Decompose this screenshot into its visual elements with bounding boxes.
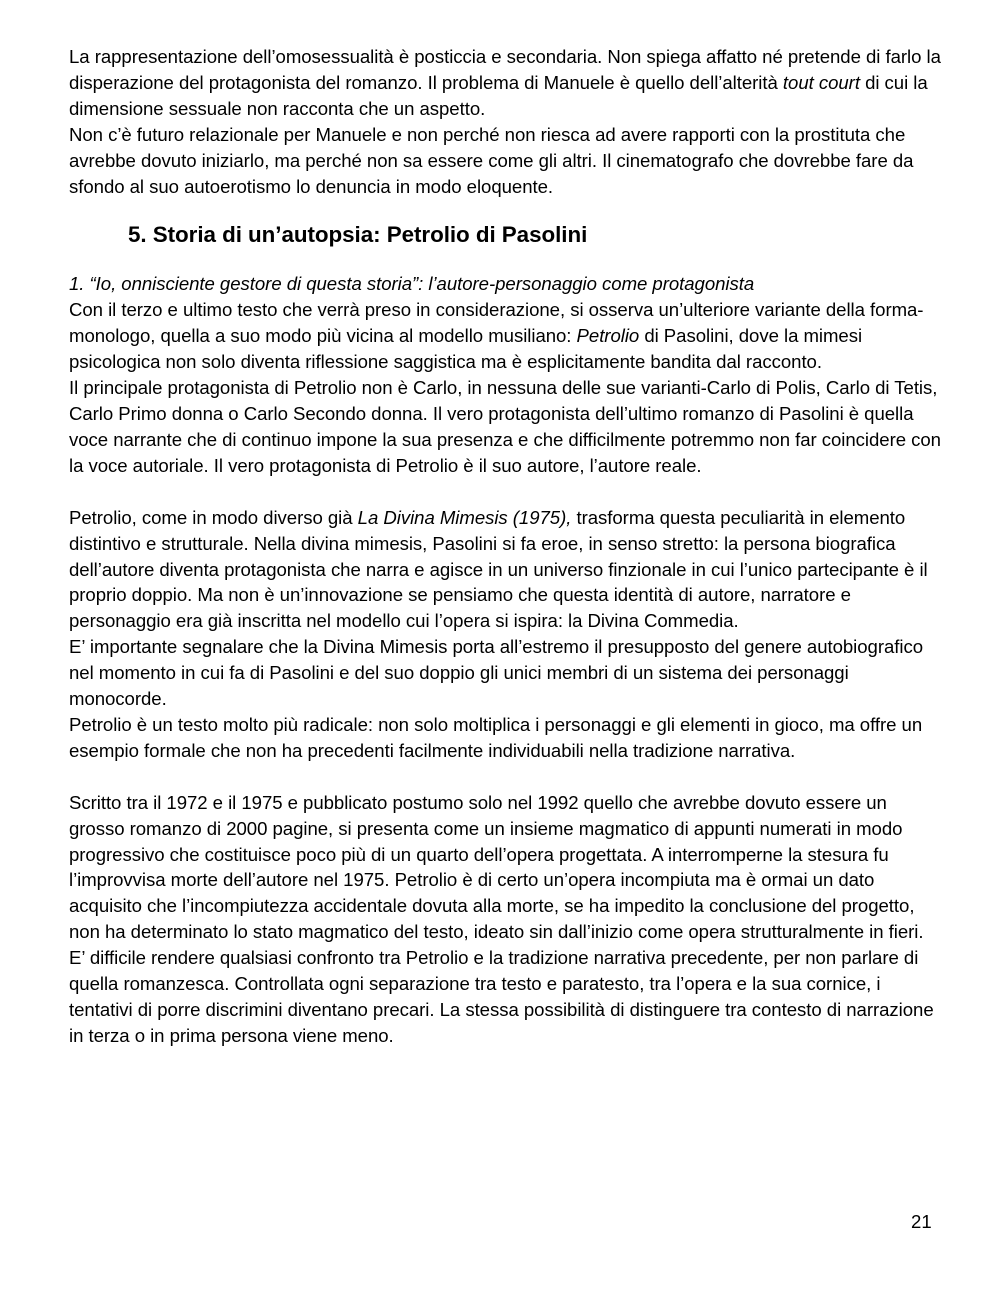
paragraph (69, 375, 941, 479)
text-run: E’ importante segnalare che la Divina Mimesis porta all’estremo il presupposto del genere autobiografico nel momento in cui fa di Pasolini e del suo doppio gli unici membri di un sistema dei personaggi monocorde. (69, 636, 924, 710)
paragraph (69, 122, 941, 200)
subsection-heading: 1. “Io, onnisciente gestore di questa storia”: l’autore-personaggio come protagonista (69, 273, 755, 295)
text-run: di cui la dimensione sessuale non racconta che un aspetto. (69, 71, 928, 119)
text-run: Con il terzo e ultimo testo che verrà preso in considerazione, si osserva un’ulteriore variante della forma-monologo, quella a suo modo più vicina al modello musiliano: (69, 299, 924, 347)
text-run: E’ difficile rendere qualsiasi confronto tra Petrolio e la tradizione narrativa precedente, per non parlare di quella romanzesca. Controllata ogni separazione tra testo e paratesto, tra l’opera e la sua cornice, i tentativi di porre discrimini diventano precari. La stessa possibilità di distinguere tra contesto di narrazione in terza o in prima persona viene meno. (69, 947, 934, 1046)
text-run: Scritto tra il 1972 e il 1975 e pubblicato postumo solo nel 1992 quello che avrebbe dovuto essere un grosso romanzo di 2000 pagine, si presenta come un insieme magmatico di appunti numerati in modo progressivo che costituisce poco più di un quarto dell’opera progettata. A interromperne la stesura fu l’improvvisa morte dell’autore nel 1975. Petrolio è di certo un’opera incompiuta ma è ormai un dato acquisito che l’incompiutezza accidentale dovuta alla morte, se ha impedito la conclusione del progetto, non ha determinato lo stato magmatico del testo, ideato sin dall’inizio come opera strutturalmente in fieri. (69, 791, 924, 943)
document-page (69, 44, 941, 1049)
paragraph (69, 297, 941, 375)
text-run: Non c’è futuro relazionale per Manuele e non perché non riesca ad avere rapporti con la prostituta che avrebbe dovuto iniziarlo, ma perché non sa essere come gli altri. Il cinematografo che dovrebbe fare da sfondo al suo autoerotismo lo denuncia in modo eloquente. (69, 123, 914, 197)
paragraph (69, 634, 941, 712)
paragraph (69, 790, 941, 945)
section-heading: 5. Storia di un’autopsia: Petrolio di Pasolini (128, 222, 588, 248)
italic-text-run: tout court (782, 71, 860, 93)
text-run: Petrolio, come in modo diverso già (69, 506, 358, 528)
paragraph (69, 945, 941, 1049)
italic-text-run: La Divina Mimesis (1975), (357, 506, 572, 528)
text-run: trasforma questa peculiarità in elemento distintivo e strutturale. Nella divina mimesis, Pasolini si fa eroe, in senso stretto: la persona biografica dell’autore diventa protagonista che narra e agisce in un universo finzionale in cui l’unico partecipante è il proprio doppio. Ma non è un’innovazione se pensiamo che questa identità di autore, narratore e personaggio era già inscritta nel modello cui l’opera si ispira: la Divina Commedia. (69, 506, 928, 632)
text-run: La rappresentazione dell’omosessualità è posticcia e secondaria. Non spiega affatto né pretende di farlo la disperazione del protagonista del romanzo. Il problema di Manuele è quello dell’alterità (69, 46, 941, 93)
paragraph-group-1 (69, 297, 941, 478)
text-run: Il principale protagonista di Petrolio non è Carlo, in nessuna delle sue varianti-Carlo di Polis, Carlo di Tetis, Carlo Primo donna o Carlo Secondo donna. Il vero protagonista dell’ultimo romanzo di Pasolini è quella voce narrante che di continuo impone la sua presenza e che difficilmente potremmo non far coincidere con la voce autoriale. Il vero protagonista di Petrolio è il suo autore, l’autore reale. (69, 377, 941, 476)
paragraph (69, 505, 941, 635)
paragraph-group-2 (69, 505, 941, 764)
page-number: 21 (911, 1211, 932, 1232)
paragraph (69, 44, 941, 122)
text-run: Petrolio è un testo molto più radicale: non solo moltiplica i personaggi e gli elementi in gioco, ma offre un esempio formale che non ha precedenti facilmente individuabili nella tradizione narrativa. (69, 713, 923, 761)
text-run: di Pasolini, dove la mimesi psicologica non solo diventa riflessione saggistica ma è esplicitamente bandita dal racconto. (69, 325, 863, 373)
italic-text-run: Petrolio (576, 325, 640, 347)
paragraph-group-3 (69, 790, 941, 1049)
paragraph-group-top (69, 44, 941, 199)
paragraph (69, 712, 941, 764)
